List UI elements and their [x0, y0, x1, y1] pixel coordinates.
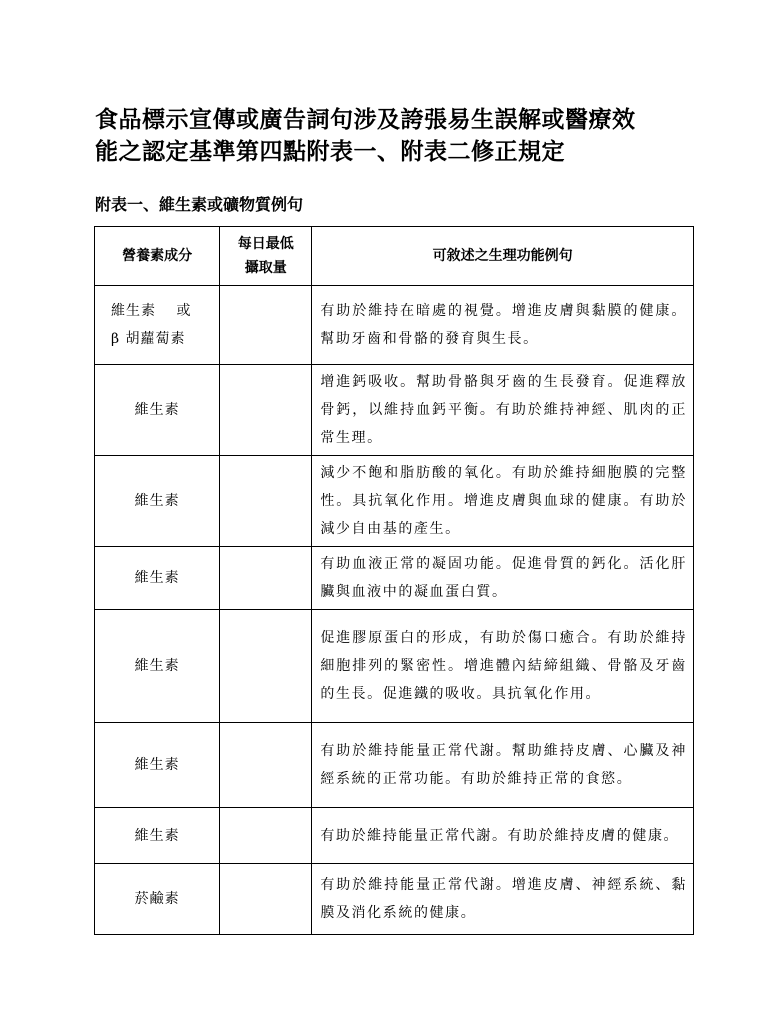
description-cell: 增進鈣吸收。幫助骨骼與牙齒的生長發育。促進釋放骨鈣，以維持血鈣平衡。有助於維持神經、肌肉的正常生理。 — [312, 365, 694, 456]
intake-cell — [220, 610, 312, 723]
description-cell: 有助於維持能量正常代謝。有助於維持皮膚的健康。 — [312, 808, 694, 864]
description-cell: 有助血液正常的凝固功能。促進骨質的鈣化。活化肝臟與血液中的凝血蛋白質。 — [312, 547, 694, 610]
document-title-line1: 食品標示宣傳或廣告詞句涉及誇張易生誤解或醫療效 — [95, 107, 636, 133]
description-cell: 有助於維持能量正常代謝。增進皮膚、神經系統、黏膜及消化系統的健康。 — [312, 864, 694, 935]
intake-cell — [220, 808, 312, 864]
nutrient-line1: 維生素 或 — [111, 303, 192, 319]
intake-cell — [220, 547, 312, 610]
nutrient-cell: 維生素 — [95, 456, 220, 547]
header-intake-line2: 攝取量 — [244, 260, 287, 276]
table-row — [95, 286, 694, 365]
nutrient-table — [94, 226, 694, 935]
description-cell: 減少不飽和脂肪酸的氧化。有助於維持細胞膜的完整性。具抗氧化作用。增進皮膚與血球的健康。有助於減少自由基的產生。 — [312, 456, 694, 547]
document-title-line2: 能之認定基準第四點附表一、附表二修正規定 — [95, 139, 565, 165]
nutrient-cell: 維生素 — [95, 723, 220, 808]
header-nutrient: 營養素成分 — [95, 227, 220, 286]
nutrient-cell: 維生素 — [95, 610, 220, 723]
intake-cell — [220, 723, 312, 808]
table-row — [95, 456, 694, 547]
description-cell: 有助於維持在暗處的視覺。增進皮膚與黏膜的健康。幫助牙齒和骨骼的發育與生長。 — [312, 286, 694, 365]
intake-cell — [220, 864, 312, 935]
header-intake — [220, 227, 312, 286]
table-row — [95, 610, 694, 723]
intake-cell — [220, 456, 312, 547]
nutrient-line2: β 胡蘿蔔素 — [111, 331, 186, 347]
document-title — [95, 104, 705, 168]
intake-cell — [220, 365, 312, 456]
description-cell: 有助於維持能量正常代謝。幫助維持皮膚、心臟及神經系統的正常功能。有助於維持正常的食慾。 — [312, 723, 694, 808]
header-intake-line1: 每日最低 — [237, 236, 294, 252]
table-row — [95, 808, 694, 864]
nutrient-cell: 維生素 — [95, 365, 220, 456]
nutrient-cell — [95, 286, 220, 365]
table-row — [95, 365, 694, 456]
header-description: 可敘述之生理功能例句 — [312, 227, 694, 286]
table-header-row — [95, 227, 694, 286]
table-row — [95, 547, 694, 610]
nutrient-cell: 菸鹼素 — [95, 864, 220, 935]
table-row — [95, 723, 694, 808]
nutrient-cell: 維生素 — [95, 547, 220, 610]
intake-cell — [220, 286, 312, 365]
description-cell: 促進膠原蛋白的形成，有助於傷口癒合。有助於維持細胞排列的緊密性。增進體內結締組織、骨骼及牙齒的生長。促進鐵的吸收。具抗氧化作用。 — [312, 610, 694, 723]
nutrient-cell: 維生素 — [95, 808, 220, 864]
section-heading: 附表一、維生素或礦物質例句 — [95, 195, 304, 214]
table-row — [95, 864, 694, 935]
